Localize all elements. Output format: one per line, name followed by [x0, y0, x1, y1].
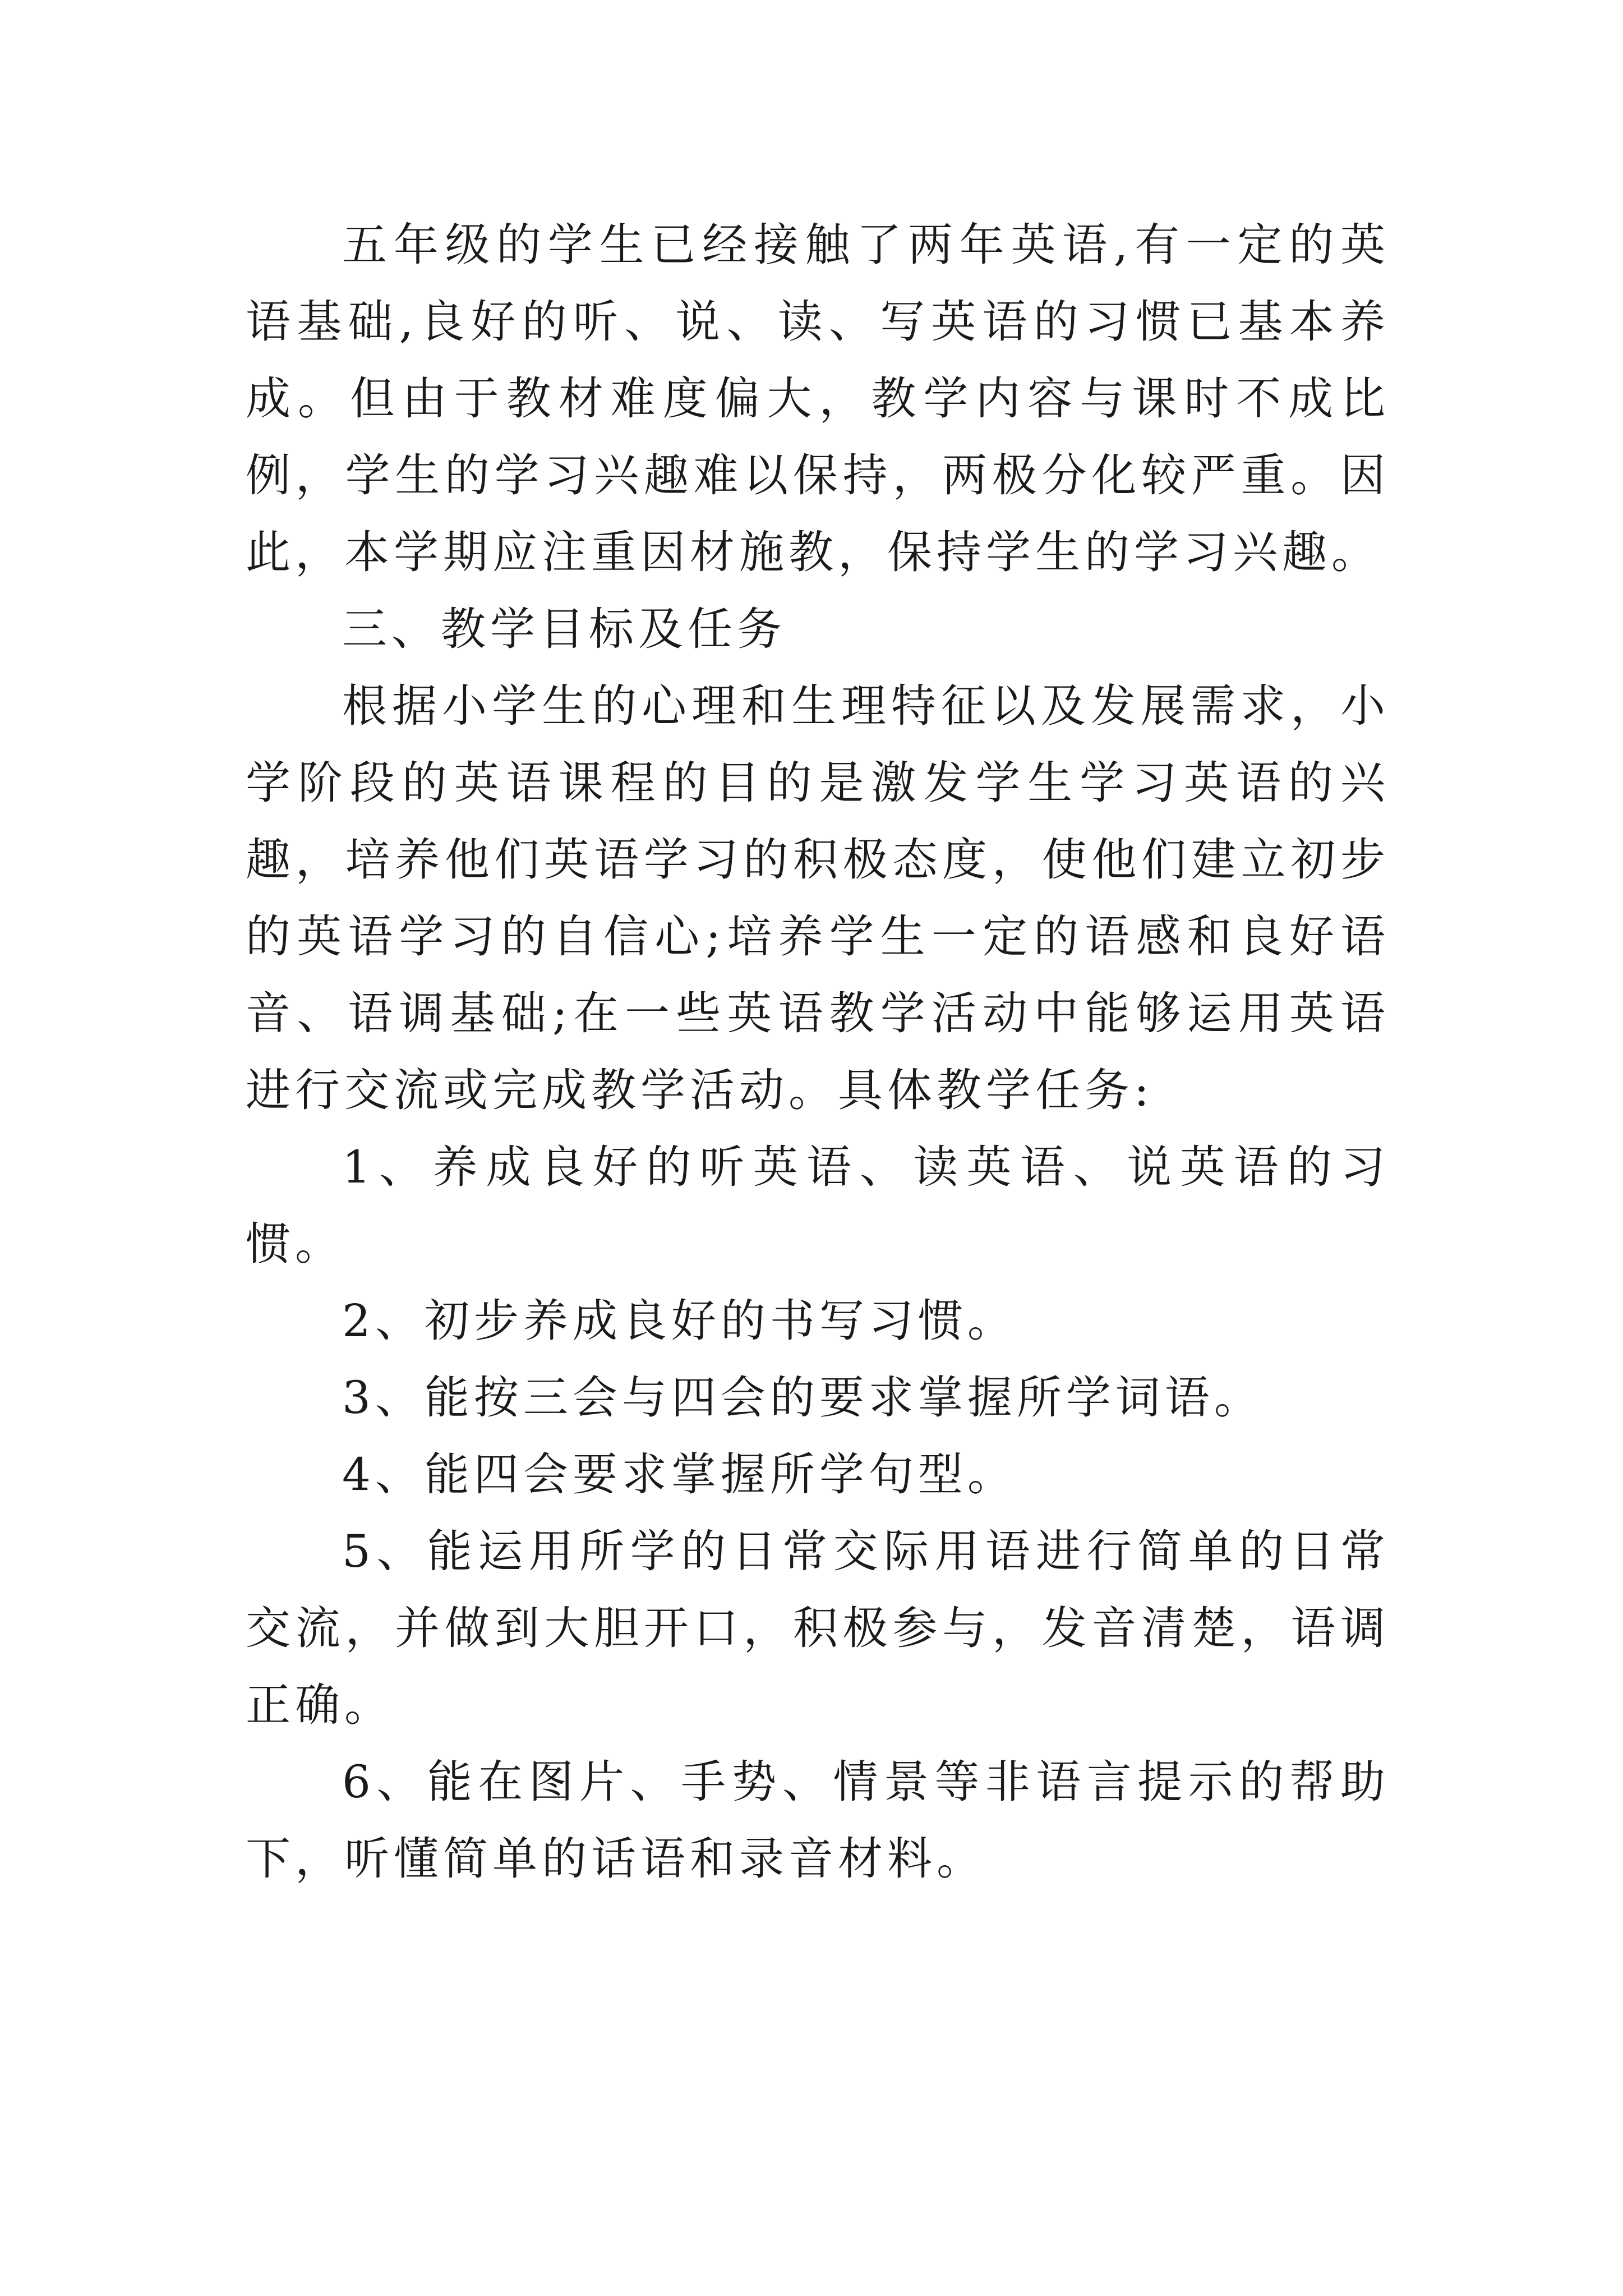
paragraph-course-purpose: 根据小学生的心理和生理特征以及发展需求，小学阶段的英语课程的目的是激发学生学习英语的兴趣，培养他们英语学习的积极态度，使他们建立初步的英语学习的自信心;培养学生一定的语感和良好语音、语调基础;在一些英语教学活动中能够运用英语进行交流或完成教学活动。具体教学任务: [246, 680, 1390, 1116]
paragraph-student-analysis: 五年级的学生已经接触了两年英语,有一定的英语基础,良好的听、说、读、写英语的习惯已基本养成。但由于教材难度偏大，教学内容与课时不成比例，学生的学习兴趣难以保持，两极分化较严重。因此，本学期应注重因材施教，保持学生的学习兴趣。 [246, 219, 1390, 578]
task-item-6: 6、能在图片、手势、情景等非语言提示的帮助下，听懂简单的话语和录音材料。 [246, 1756, 1390, 1885]
section-heading-goals: 三、教学目标及任务 [342, 603, 786, 655]
task-item-1: 1、养成良好的听英语、读英语、说英语的习惯。 [246, 1141, 1390, 1270]
task-item-5: 5、能运用所学的日常交际用语进行简单的日常交流，并做到大胆开口，积极参与，发音清楚，语调正确。 [246, 1525, 1390, 1731]
document-body [246, 206, 1390, 1897]
task-item-3: 3、能按三会与四会的要求掌握所学词语。 [342, 1372, 1264, 1424]
task-item-2: 2、初步养成良好的书写习惯。 [342, 1295, 1017, 1347]
task-item-4: 4、能四会要求掌握所学句型。 [342, 1448, 1017, 1501]
